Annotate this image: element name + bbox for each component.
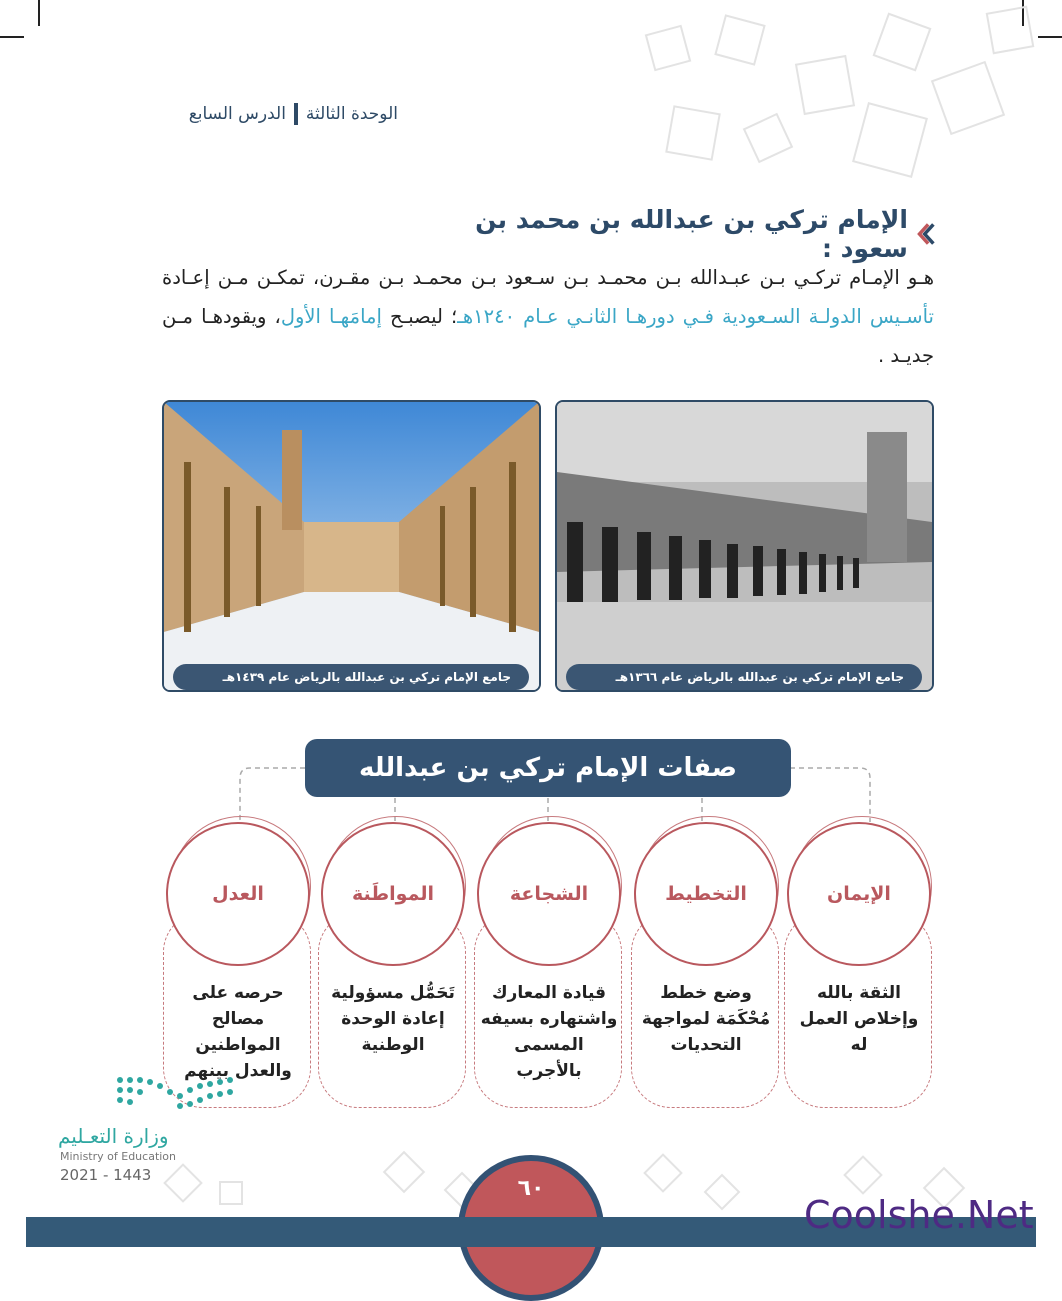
quality-item xyxy=(474,822,624,1112)
quality-desc: قيادة المعارك واشتهاره بسيفه المسمى بالأجرب xyxy=(480,983,618,1081)
new-photo-caption xyxy=(173,664,529,690)
quality-desc: وضع خطط مُحْكَمَة لمواجهة التحديات xyxy=(641,983,771,1055)
new-mosque-photo xyxy=(162,400,541,692)
para-highlight: إمامَهـا الأول xyxy=(280,305,382,328)
crop-mark xyxy=(0,36,24,38)
quality-name: المواطَنة xyxy=(321,822,465,966)
quality-name: الإيمان xyxy=(787,822,931,966)
edition-year: 2021 - 1443 xyxy=(60,1166,152,1184)
chevron-left-icon xyxy=(916,219,935,249)
quality-name: الشجاعة xyxy=(477,822,621,966)
unit-label: الوحدة الثالثة xyxy=(305,104,398,124)
lesson-label: الدرس السابع xyxy=(188,104,286,124)
quality-item xyxy=(631,822,781,1112)
ministry-name-en: Ministry of Education xyxy=(60,1150,177,1163)
para-text: ، ويقودهـا مـن جديـد . xyxy=(162,305,934,367)
caption-text: جامع الإمام تركي بن عبدالله بالرياض عام ١٣٦٦هـ xyxy=(615,670,904,684)
quality-desc: حرصه على مصالح المواطنين والعدل بينهم xyxy=(184,983,292,1081)
qualities-title: صفات الإمام تركي بن عبدالله xyxy=(305,739,791,797)
page-number: ٦٠ xyxy=(517,1176,545,1201)
intro-paragraph xyxy=(162,258,934,375)
quality-item xyxy=(784,822,934,1112)
watermark: Coolshe.Net xyxy=(804,1193,1034,1237)
quality-desc: تَحَمُّل مسؤولية إعادة الوحدة الوطنية xyxy=(331,983,455,1055)
quality-desc: الثقة بالله وإخلاص العمل له xyxy=(799,983,919,1055)
caption-text: جامع الإمام تركي بن عبدالله بالرياض عام ١٤٣٩هـ xyxy=(222,670,511,684)
quality-item xyxy=(318,822,468,1112)
breadcrumb xyxy=(168,100,398,128)
quality-name: التخطيط xyxy=(634,822,778,966)
section-title-text: الإمام تركي بن عبدالله بن محمد بن سعود : xyxy=(475,205,908,263)
section-title xyxy=(450,205,935,263)
decorative-pattern xyxy=(630,0,1050,190)
crop-mark xyxy=(38,0,40,26)
ministry-name-ar: وزارة التعـليم xyxy=(58,1124,169,1148)
quality-name: العدل xyxy=(166,822,310,966)
para-text: هـو الإمـام تركـي بـن عبـدالله بـن محمـد بـن سـعود بـن محمـد بـن مقـرن، تمكـن مـن إعـادة xyxy=(162,266,934,289)
old-mosque-photo xyxy=(555,400,934,692)
para-text: ؛ ليصبـح xyxy=(381,305,458,328)
old-photo-caption xyxy=(566,664,922,690)
para-highlight: تأسـيس الدولـة السـعودية فـي دورهـا الثانـي عـام ١٢٤٠هـ xyxy=(457,305,934,328)
breadcrumb-separator xyxy=(294,103,298,125)
quality-item xyxy=(163,822,313,1112)
